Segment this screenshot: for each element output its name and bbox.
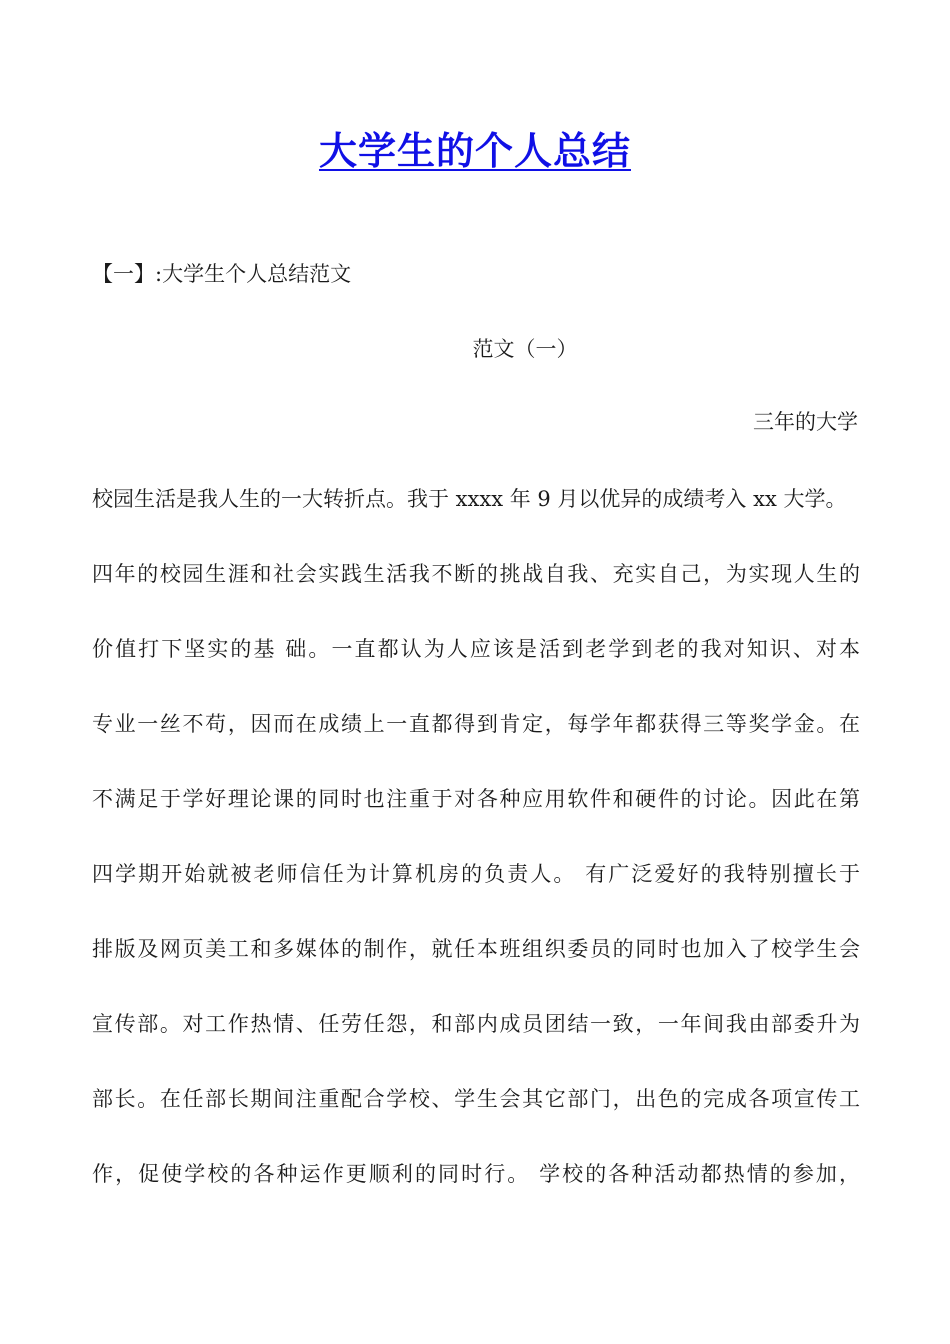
document-title[interactable]: 大学生的个人总结 — [318, 129, 631, 173]
body-line: 专业一丝不苟，因而在成绩上一直都得到肯定，每学年都获得三等奖学金。在 — [92, 712, 860, 736]
section-heading: 【一】:大学生个人总结范文 — [92, 262, 352, 286]
body-line: 排版及网页美工和多媒体的制作，就任本班组织委员的同时也加入了校学生会 — [92, 937, 860, 961]
body-line: 不满足于学好理论课的同时也注重于对各种应用软件和硬件的讨论。因此在第 — [92, 787, 860, 811]
body-line: 作，促使学校的各种运作更顺利的同时行。 学校的各种活动都热情的参加， — [92, 1162, 860, 1186]
body-line: 校园生活是我人生的一大转折点。我于 xxxx 年 9 月以优异的成绩考入 xx 大学。 — [92, 487, 847, 511]
paragraph-opening: 三年的大学 — [753, 410, 858, 434]
body-line: 价值打下坚实的基 础。一直都认为人应该是活到老学到老的我对知识、对本 — [92, 637, 860, 661]
sub-heading: 范文（一） — [472, 337, 578, 361]
body-line: 四学期开始就被老师信任为计算机房的负责人。 有广泛爱好的我特别擅长于 — [92, 862, 860, 886]
body-line: 宣传部。对工作热情、任劳任怨，和部内成员团结一致，一年间我由部委升为 — [92, 1012, 860, 1036]
body-line: 四年的校园生涯和社会实践生活我不断的挑战自我、充实自己，为实现人生的 — [92, 562, 860, 586]
body-line: 部长。在任部长期间注重配合学校、学生会其它部门，出色的完成各项宣传工 — [92, 1087, 860, 1111]
